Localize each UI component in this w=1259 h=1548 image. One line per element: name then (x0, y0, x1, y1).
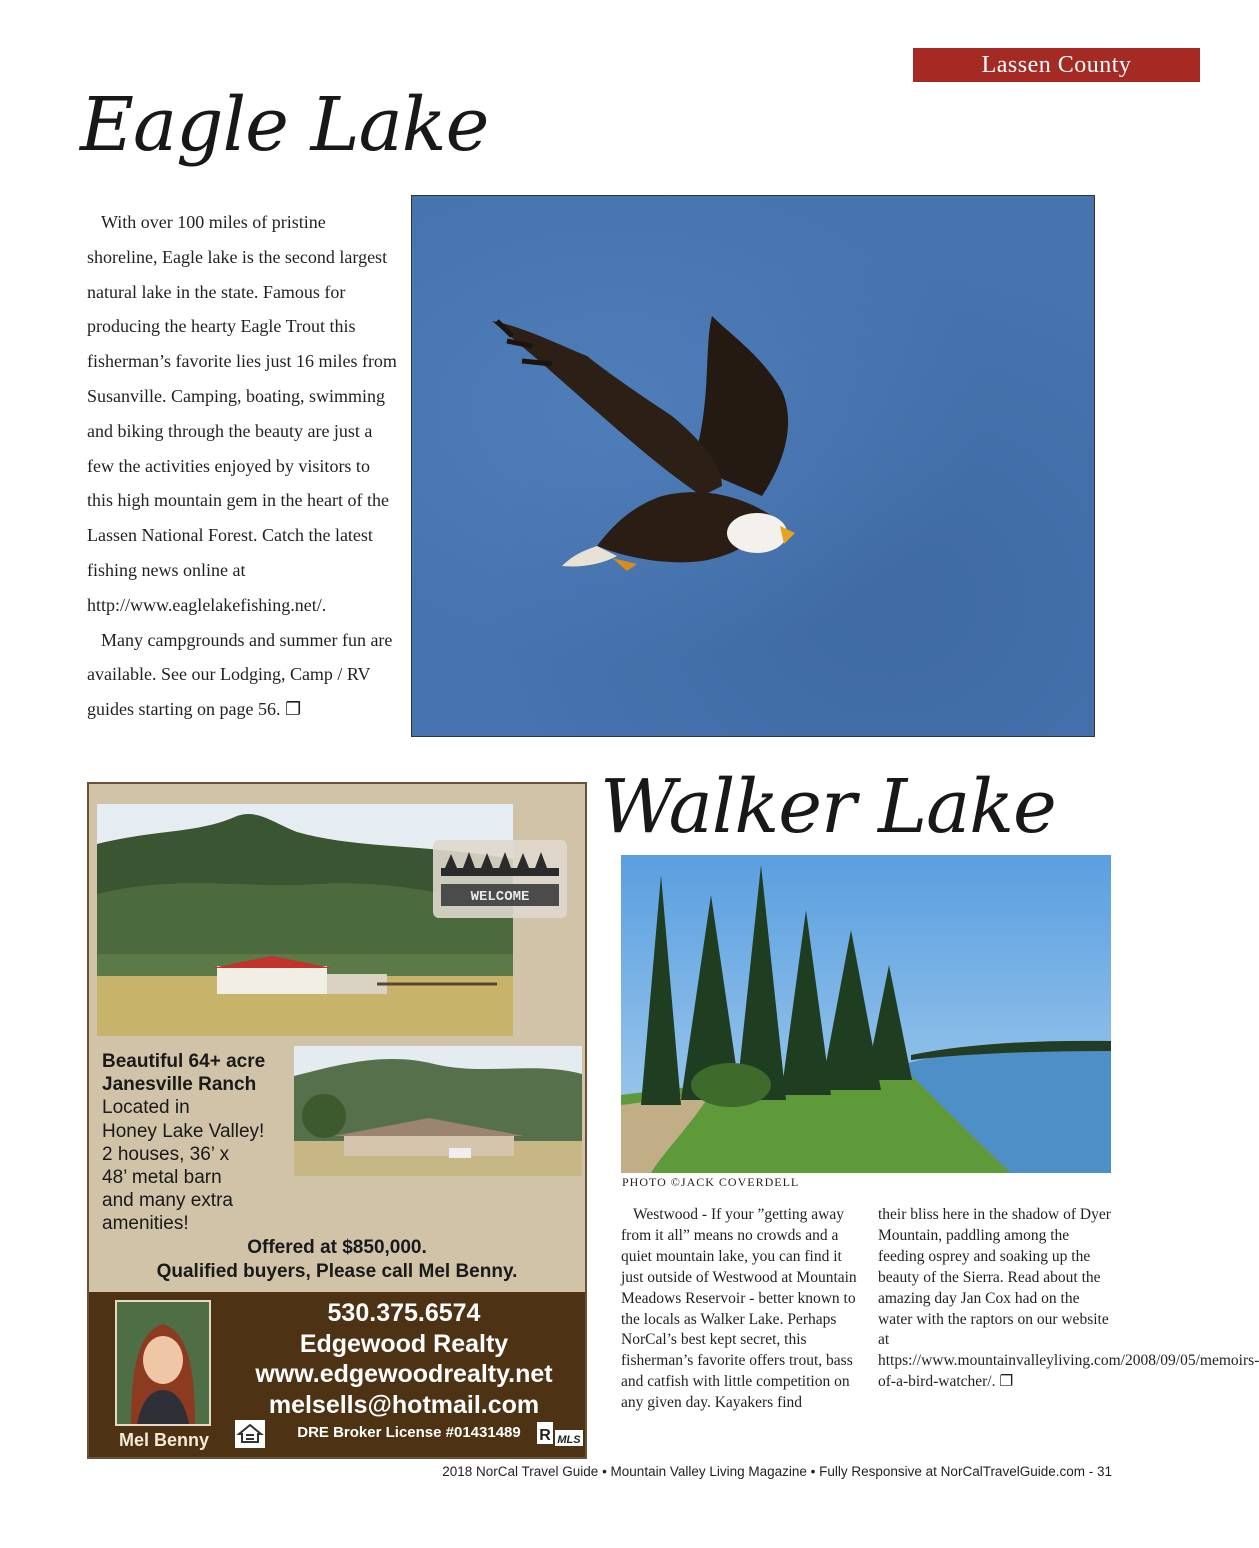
page-footer: 2018 NorCal Travel Guide • Mountain Valley Living Magazine • Fully Responsive at NorCalTravelGuide.com - 31 (442, 1464, 1112, 1479)
walker-article-col-2 (878, 1205, 1259, 1393)
ad-headline-2: Janesville Ranch (102, 1074, 257, 1096)
ad-detail-1: Located in (102, 1097, 190, 1119)
ad-company: Edgewood Realty (299, 1329, 509, 1358)
walker-paragraph-1: Westwood - If your ”getting away from it all” means no crowds and a quiet mountain lake, you can find it just outside of Westwood at Mountain Meadows Reservoir - better known to the locals as Walker Lake. Perhaps NorCal’s best kept secret, this fisherman’s favorite offers trout, bass and catfish with little competition on any given day. Kayakers find (621, 1206, 857, 1412)
ranch-mountain-photo (97, 804, 530, 1036)
eagle-lake-article (87, 205, 399, 727)
ad-contact-panel (89, 1292, 585, 1457)
svg-text:R: R (539, 1427, 551, 1444)
welcome-sign (433, 840, 567, 918)
ad-detail-6: amenities! (102, 1213, 189, 1235)
ad-email-link[interactable]: melsells@hotmail.com (268, 1390, 540, 1419)
ad-phone[interactable]: 530.375.6574 (327, 1299, 481, 1327)
ad-detail-2: Honey Lake Valley! (102, 1120, 265, 1142)
ad-detail-5: and many extra (102, 1190, 233, 1212)
ad-website-link[interactable]: www.edgewoodrealty.net (255, 1360, 553, 1389)
realtor-mls-icon (537, 1420, 583, 1450)
walker-lake-photo (621, 855, 1111, 1173)
ranch-house-photo (294, 1046, 582, 1176)
ad-contact-info (239, 1298, 569, 1420)
agent-portrait (115, 1300, 211, 1426)
welcome-sign-text: WELCOME (470, 889, 530, 905)
equal-housing-icon (235, 1420, 265, 1448)
ad-offer (89, 1236, 585, 1284)
ad-headline-1: Beautiful 64+ acre (102, 1051, 266, 1072)
eagle-lake-title: Eagle Lake (80, 82, 489, 168)
realty-advertisement[interactable] (87, 782, 587, 1459)
ad-detail-4: 48’ metal barn (102, 1167, 222, 1189)
eagle-paragraph-2: Many campgrounds and summer fun are available. See our Lodging, Camp / RV guides starting on page 56. ❐ (87, 629, 393, 720)
eagle-illustration (412, 196, 1094, 736)
agent-name: Mel Benny (118, 1430, 210, 1450)
ad-detail-3: 2 houses, 36’ x (102, 1143, 230, 1165)
ad-description (102, 1050, 292, 1236)
photo-credit: PHOTO ©JACK COVERDELL (622, 1175, 800, 1189)
walker-article-col-1 (621, 1205, 859, 1414)
walker-paragraph-2: their bliss here in the shadow of Dyer Mountain, paddling among the feeding osprey and soaking up the beauty of the Sierra. Read about the amazing day Jan Cox had on the water with the raptors on our website at https://www.mountainvalleyliving.com/2008/09/05/memoirs-of-a-bird-watcher/. ❐ (878, 1206, 1259, 1391)
ad-license: DRE Broker License #01431489 (297, 1424, 521, 1441)
mls-badge-text: MLS (557, 1434, 581, 1446)
ad-offer-call: Qualified buyers, Please call Mel Benny. (156, 1261, 518, 1282)
ad-offer-price: Offered at $850,000. (247, 1237, 427, 1258)
eagle-paragraph-1: With over 100 miles of pristine shoreline, Eagle lake is the second largest natural lake in the state. Famous for producing the hearty Eagle Trout this fisherman’s favorite lies just 16 miles from Susanville. Camping, boating, swimming and biking through the beauty are just a few the activities enjoyed by visitors to this high mountain gem in the heart of the Lassen National Forest. Catch the latest fishing news online at http://www.eaglelakefishing.net/. (87, 212, 397, 615)
bald-eagle-photo (411, 195, 1095, 737)
section-tab: Lassen County (913, 48, 1200, 82)
walker-lake-title: Walker Lake (600, 764, 1056, 850)
